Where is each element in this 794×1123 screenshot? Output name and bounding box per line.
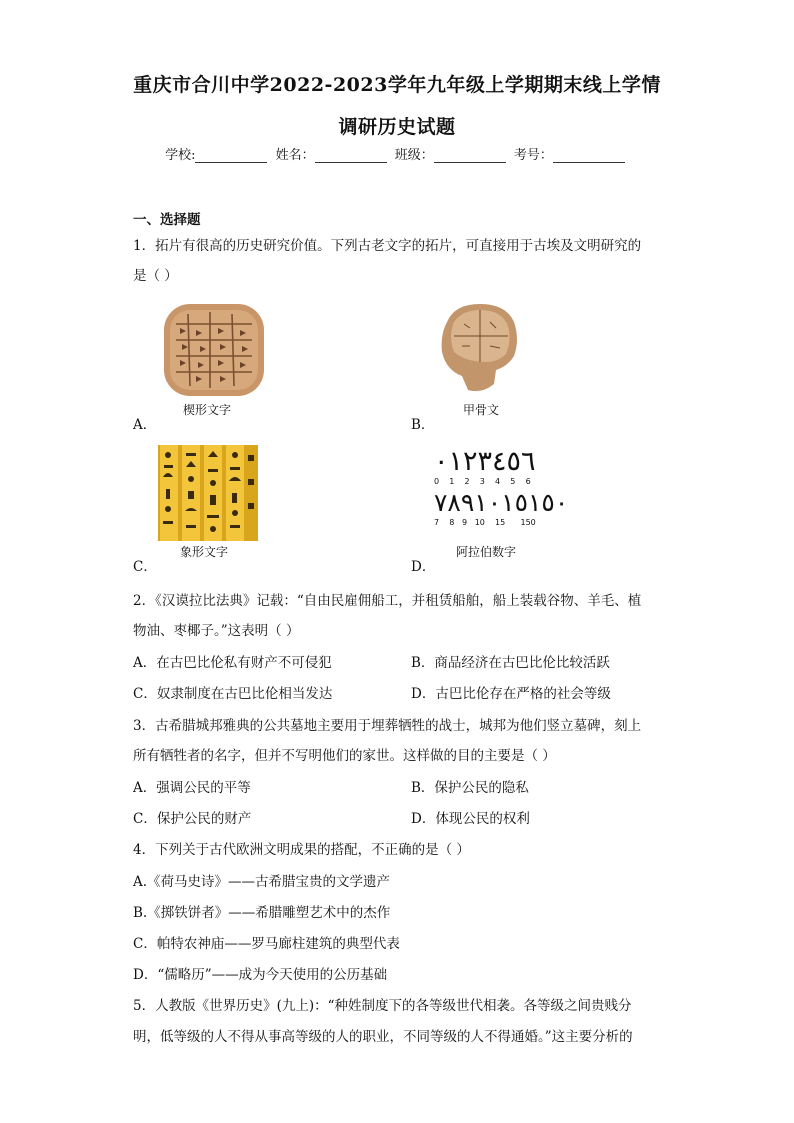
oracle-bone-image [436, 300, 522, 398]
q2-option-c[interactable]: C．奴隶制度在古巴比伦相当发达 [133, 686, 333, 702]
hieroglyph-image [158, 445, 258, 541]
q1-stem-line2: 是（ ） [133, 268, 178, 284]
q2-stem-line2: 物油、枣椰子。”这表明（ ） [133, 623, 300, 639]
q3-option-a[interactable]: A．强调公民的平等 [133, 780, 251, 796]
name-blank[interactable] [315, 149, 387, 163]
class-label: 班级： [394, 148, 434, 163]
q4-option-b[interactable]: B.《掷铁饼者》——希腊雕塑艺术中的杰作 [133, 905, 391, 921]
school-label: 学校: [165, 148, 196, 163]
cuneiform-image [160, 300, 268, 400]
q1-option-d[interactable]: D． [411, 559, 436, 575]
q2-option-a[interactable]: A．在古巴比伦私有财产不可侵犯 [133, 655, 332, 671]
arabic-numerals-row2: ٧٨٩١٠١٥١٥٠ [434, 488, 569, 517]
q3-option-b[interactable]: B．保护公民的隐私 [411, 780, 529, 796]
q4-option-a[interactable]: A.《荷马史诗》——古希腊宝贵的文学遗产 [133, 874, 391, 890]
number-label: 考号： [513, 148, 553, 163]
student-info-row [0, 144, 794, 163]
arabic-numerals-row1: ٠١٢٣٤٥٦ [434, 446, 536, 477]
arabic-numerals-row2-values: 7 8 9 10 15 150 [434, 518, 536, 527]
q4-option-d[interactable]: D．“儒略历”——成为今天使用的公历基础 [133, 967, 388, 983]
q3-stem-line2: 所有牺牲者的名字，但并不写明他们的家世。这样做的目的主要是（ ） [133, 748, 556, 764]
q5-stem-line1: 5．人教版《世界历史》(九上)：“种姓制度下的各等级世代相袭。各等级之间贵贱分 [133, 998, 632, 1014]
q3-option-d[interactable]: D．体现公民的权利 [411, 811, 530, 827]
q1-option-a[interactable]: A． [133, 417, 157, 433]
arabic-numerals-image [434, 446, 569, 544]
q1-stem-line1: 1．拓片有很高的历史研究价值。下列古老文字的拓片，可直接用于古埃及文明研究的 [133, 238, 642, 254]
school-blank[interactable] [195, 149, 267, 163]
caption-oracle-bone: 甲骨文 [463, 403, 500, 417]
exam-title-line2: 调研历史试题 [338, 116, 456, 138]
arabic-numerals-row1-values: 0 1 2 3 4 5 6 [434, 477, 531, 486]
q4-option-c[interactable]: C．帕特农神庙——罗马廊柱建筑的典型代表 [133, 936, 400, 952]
q3-stem-line1: 3．古希腊城邦雅典的公共墓地主要用于埋葬牺牲的战士，城邦为他们竖立墓碑，刻上 [133, 718, 642, 734]
q1-option-b[interactable]: B． [411, 417, 435, 433]
section-heading: 一、选择题 [133, 212, 201, 228]
q3-option-c[interactable]: C．保护公民的财产 [133, 811, 252, 827]
caption-arabic-numerals: 阿拉伯数字 [456, 545, 517, 559]
q4-stem: 4．下列关于古代欧洲文明成果的搭配，不正确的是（ ） [133, 842, 470, 858]
exam-title-line1: 重庆市合川中学2022-2023学年九年级上学期期末线上学情 [133, 74, 661, 96]
name-label: 姓名： [275, 148, 315, 163]
caption-hieroglyph: 象形文字 [180, 545, 229, 559]
q2-stem-line1: 2．《汉谟拉比法典》记载：“自由民雇佣船工，并租赁船舶，船上装载谷物、羊毛、植 [133, 593, 642, 609]
q2-option-d[interactable]: D．古巴比伦存在严格的社会等级 [411, 686, 611, 702]
class-blank[interactable] [434, 149, 506, 163]
q2-option-b[interactable]: B．商品经济在古巴比伦比较活跃 [411, 655, 610, 671]
q1-option-c[interactable]: C． [133, 559, 157, 575]
q5-stem-line2: 明，低等级的人不得从事高等级的人的职业，不同等级的人不得通婚。”这主要分析的 [133, 1029, 633, 1045]
number-blank[interactable] [553, 149, 625, 163]
caption-cuneiform: 楔形文字 [183, 403, 232, 417]
